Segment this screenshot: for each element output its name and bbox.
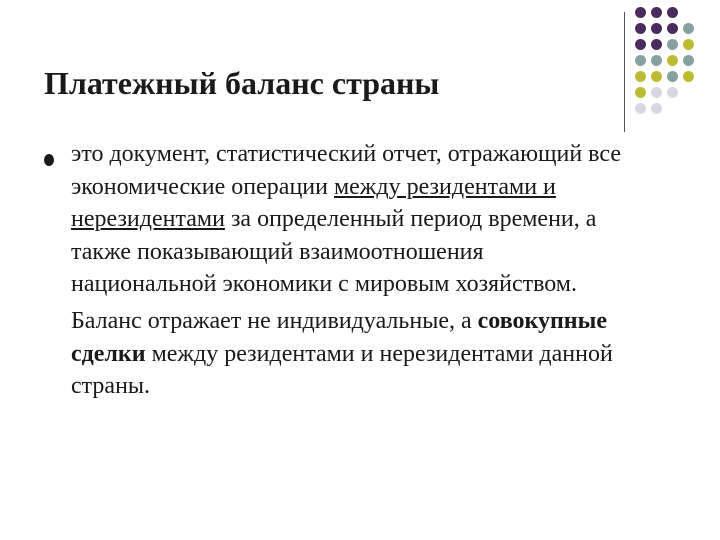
decorative-dot [667, 23, 678, 34]
slide-body [71, 138, 631, 403]
decorative-dot [635, 55, 646, 66]
decorative-dot [651, 7, 662, 18]
decorative-dot [635, 39, 646, 50]
decorative-dot [651, 23, 662, 34]
decorative-dot [683, 39, 694, 50]
decorative-dot [651, 87, 662, 98]
bold-phrase: совокупные сделки [71, 307, 608, 367]
decorative-dot [651, 71, 662, 82]
decorative-dot-grid [635, 7, 720, 127]
second-paragraph [71, 305, 631, 403]
decorative-dot [683, 55, 694, 66]
decorative-dot [635, 7, 646, 18]
underlined-phrase: между резидентами и нерезидентами [71, 173, 556, 233]
decorative-dot [635, 71, 646, 82]
vertical-divider [624, 12, 625, 132]
decorative-dot [635, 87, 646, 98]
decorative-dot [667, 55, 678, 66]
second-paragraph-text-end: между резидентами и нерезидентами данной страны. [71, 340, 613, 400]
decorative-dot [635, 23, 646, 34]
decorative-dot [651, 103, 662, 114]
decorative-dot [667, 71, 678, 82]
decorative-dot [667, 39, 678, 50]
definition-text-end: за определенный период времени, а также показывающий взаимоотношения национальной экономики с мировым хозяйством. [71, 206, 597, 298]
second-paragraph-text: Баланс отражает не индивидуальные, а [71, 307, 478, 334]
decorative-dot [635, 103, 646, 114]
decorative-dot [683, 71, 694, 82]
decorative-dot [667, 7, 678, 18]
decorative-dot [683, 23, 694, 34]
bullet-icon [44, 154, 54, 166]
slide-title: Платежный баланс страны [44, 65, 440, 101]
definition-text: это документ, статистический отчет, отражающий все экономические операции [71, 141, 621, 200]
decorative-dot [651, 55, 662, 66]
decorative-dot [651, 39, 662, 50]
decorative-dot [667, 87, 678, 98]
bullet-paragraph [71, 138, 631, 301]
